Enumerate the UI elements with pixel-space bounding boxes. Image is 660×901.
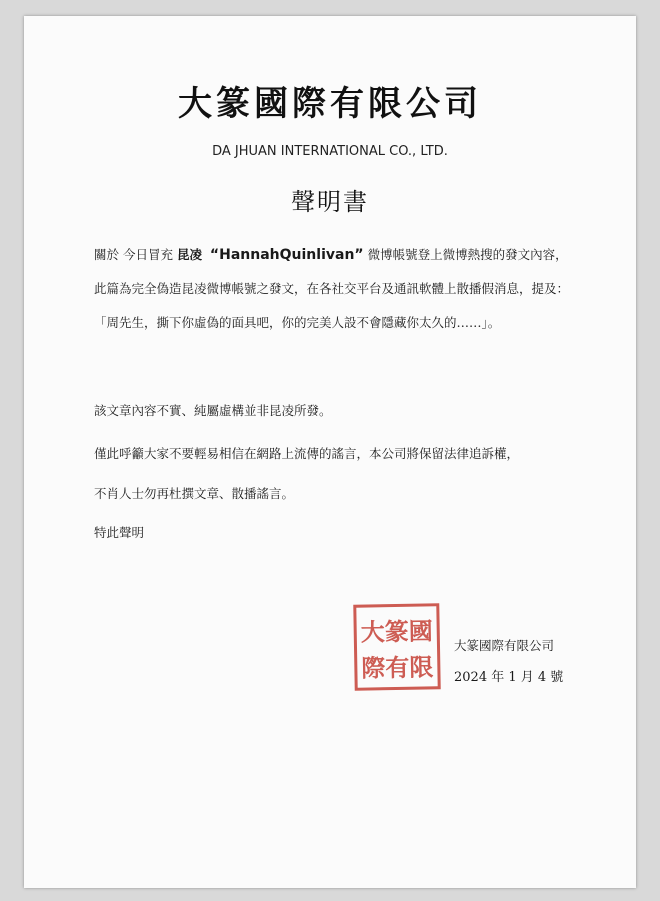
statement-paragraph-1 xyxy=(94,238,578,340)
statement-paragraph-3: 僅此呼籲大家不要輕易相信在網路上流傳的謠言，本公司將保留法律追訴權， xyxy=(94,446,520,461)
statement-paragraph-2: 該文章內容不實、純屬虛構並非昆凌所發。 xyxy=(94,403,332,418)
company-seal-stamp xyxy=(353,603,440,690)
seal-char: 國 xyxy=(408,615,433,646)
para1-name-en: “HannahQuinlivan” xyxy=(209,247,364,263)
signer-company: 大篆國際有限公司 xyxy=(454,638,555,653)
document-title: 聲明書 xyxy=(291,188,369,216)
statement-paragraph-4: 不肖人士勿再杜撰文章、散播謠言。 xyxy=(94,486,295,501)
signature-date: 2024 年 1 月 4 號 xyxy=(454,670,564,685)
seal-char: 篆 xyxy=(384,616,409,646)
document-page xyxy=(24,16,636,888)
company-name-en: DA JHUAN INTERNATIONAL CO., LTD. xyxy=(212,144,448,159)
seal-char: 有 xyxy=(385,652,410,682)
para1-name-zh: 昆凌 xyxy=(176,247,202,262)
para1-prefix: 關於 今日冒充 xyxy=(94,247,177,262)
para1-rest: 微博帳號登上微博熱搜的發文內容，此篇為完全偽造昆凌微博帳號之發文，在各社交平台及通訊軟體上散播假消息，提及：「周先生，撕下你虛偽的面具吧，你的完美人設不會隱藏你太久的……」。 xyxy=(94,247,570,330)
company-name-zh: 大篆國際有限公司 xyxy=(178,84,482,124)
statement-closing: 特此聲明 xyxy=(94,525,145,540)
seal-char: 際 xyxy=(361,652,386,683)
seal-characters xyxy=(360,610,433,683)
seal-char: 大 xyxy=(360,616,385,647)
seal-char: 限 xyxy=(409,651,434,682)
